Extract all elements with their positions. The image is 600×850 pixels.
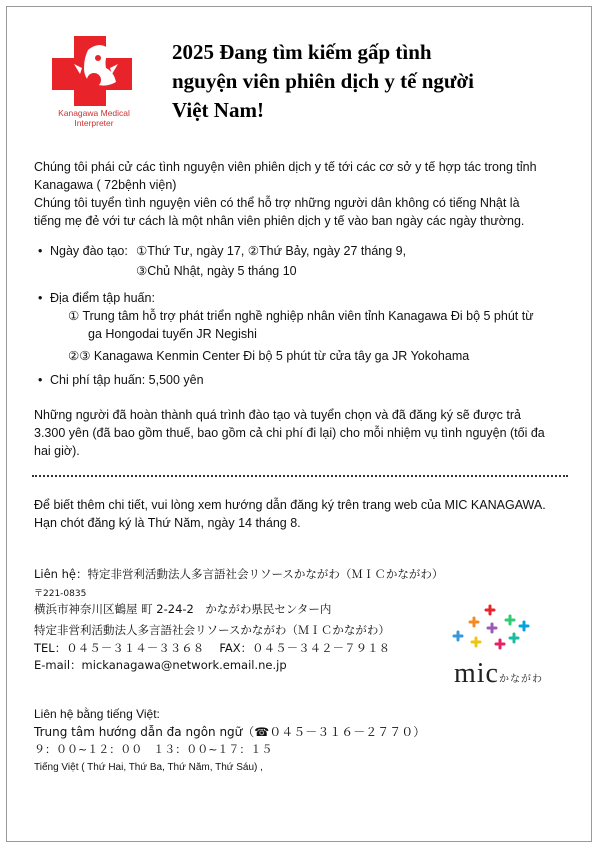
mic-logo-letters: mic — [454, 658, 499, 689]
title-line-1: 2025 Đang tìm kiếm gấp tình — [172, 40, 432, 64]
vn-contact-block — [34, 705, 425, 777]
training-dates-label: Ngày đào tạo: — [50, 244, 128, 258]
intro-paragraph — [34, 158, 570, 230]
training-fee — [50, 371, 204, 389]
training-fee-text: Chi phí tập huấn: 5,500 yên — [50, 373, 204, 387]
title-line-3: Việt Nam! — [172, 98, 264, 122]
intro-line-3: Chúng tôi tuyển tình nguyện viên có thể hỗ trợ những người dân không có tiếng Nhật là — [34, 196, 520, 210]
payment-line-2: 3.300 yên (đã bao gồm thuế, bao gồm cả chi phí đi lại) cho mỗi nhiệm vụ tình nguyện (tối đa — [34, 426, 545, 440]
details-paragraph — [34, 496, 574, 532]
training-place-label: Địa điểm tập huấn: — [50, 291, 155, 305]
training-place — [50, 289, 570, 365]
intro-line-4: tiếng mẹ đẻ với tư cách là một nhân viên phiên dịch y tế vào ban ngày các ngày thường. — [34, 214, 525, 228]
mic-logo-suffix: かながわ — [499, 674, 543, 685]
contact-address: 横浜市神奈川区鶴屋 町 2-24-2 かながわ県民センター内 — [34, 602, 332, 616]
logo-caption — [44, 108, 144, 128]
training-place-line1: ① Trung tâm hỗ trợ phát triển nghề nghiệp nhân viên tỉnh Kanagawa Đi bộ 5 phút từ — [68, 309, 534, 323]
vn-contact-hours: ９：００~１２：００ １３：００~１７：１５ — [34, 743, 273, 756]
colorful-plus-icon — [452, 604, 572, 664]
contact-phone: TEL：０４５－３１４－３３６８ FAX：０４５－３４２－７９１８ — [34, 641, 391, 655]
payment-paragraph — [34, 406, 574, 460]
page-title — [172, 38, 572, 125]
intro-line-1: Chúng tôi phái cử các tình nguyện viên phiên dịch y tế tới các cơ sở y tế hợp tác trong tỉnh — [34, 160, 537, 174]
training-dates-line2: ③Chủ Nhật, ngày 5 tháng 10 — [136, 264, 297, 278]
intro-line-2: Kanagawa ( 72bệnh viện) — [34, 178, 177, 192]
training-place-line2: ga Hongodai tuyến JR Negishi — [88, 327, 257, 341]
dotted-divider — [32, 475, 568, 477]
vn-contact-label: Liên hệ bằng tiếng Việt: — [34, 707, 160, 721]
title-line-2: nguyện viên phiên dịch y tế người — [172, 69, 474, 93]
payment-line-1: Những người đã hoàn thành quá trình đào tạo và tuyển chọn và đã đăng ký sẽ được trả — [34, 408, 521, 422]
logo-caption-line2: Interpreter — [74, 118, 114, 128]
mic-kanagawa-logo — [452, 604, 572, 694]
training-dates — [50, 242, 570, 278]
logo-caption-line1: Kanagawa Medical — [58, 108, 130, 118]
contact-postal: 〒221-0835 — [34, 589, 87, 599]
vn-contact-days: Tiếng Việt ( Thứ Hai, Thứ Ba, Thứ Năm, Thứ Sáu) , — [34, 762, 263, 773]
training-place-line3: ②③ Kanagawa Kenmin Center Đi bộ 5 phút từ cửa tây ga JR Yokohama — [68, 349, 470, 363]
details-line-1: Để biết thêm chi tiết, vui lòng xem hướng dẫn đăng ký trên trang web của MIC KANAGAWA. — [34, 498, 546, 512]
vn-contact-center: Trung tâm hướng dẫn đa ngôn ngữ（☎０４５－３１６－２７７０） — [34, 725, 426, 739]
contact-label: Liên hệ：特定非営利活動法人多言語社会リソースかながわ（ＭＩＣかながわ） — [34, 567, 444, 581]
contact-email: E-mail：mickanagawa@network.email.ne.jp — [34, 658, 287, 672]
contact-org: 特定非営利活動法人多言語社会リソースかながわ（ＭＩＣかながわ） — [34, 623, 390, 637]
training-dates-line1: ①Thứ Tư, ngày 17, ②Thứ Bảy, ngày 27 tháng 9, — [136, 244, 407, 258]
payment-line-3: hai giờ). — [34, 444, 80, 458]
details-line-2: Hạn chót đăng ký là Thứ Năm, ngày 14 tháng 8. — [34, 516, 301, 530]
